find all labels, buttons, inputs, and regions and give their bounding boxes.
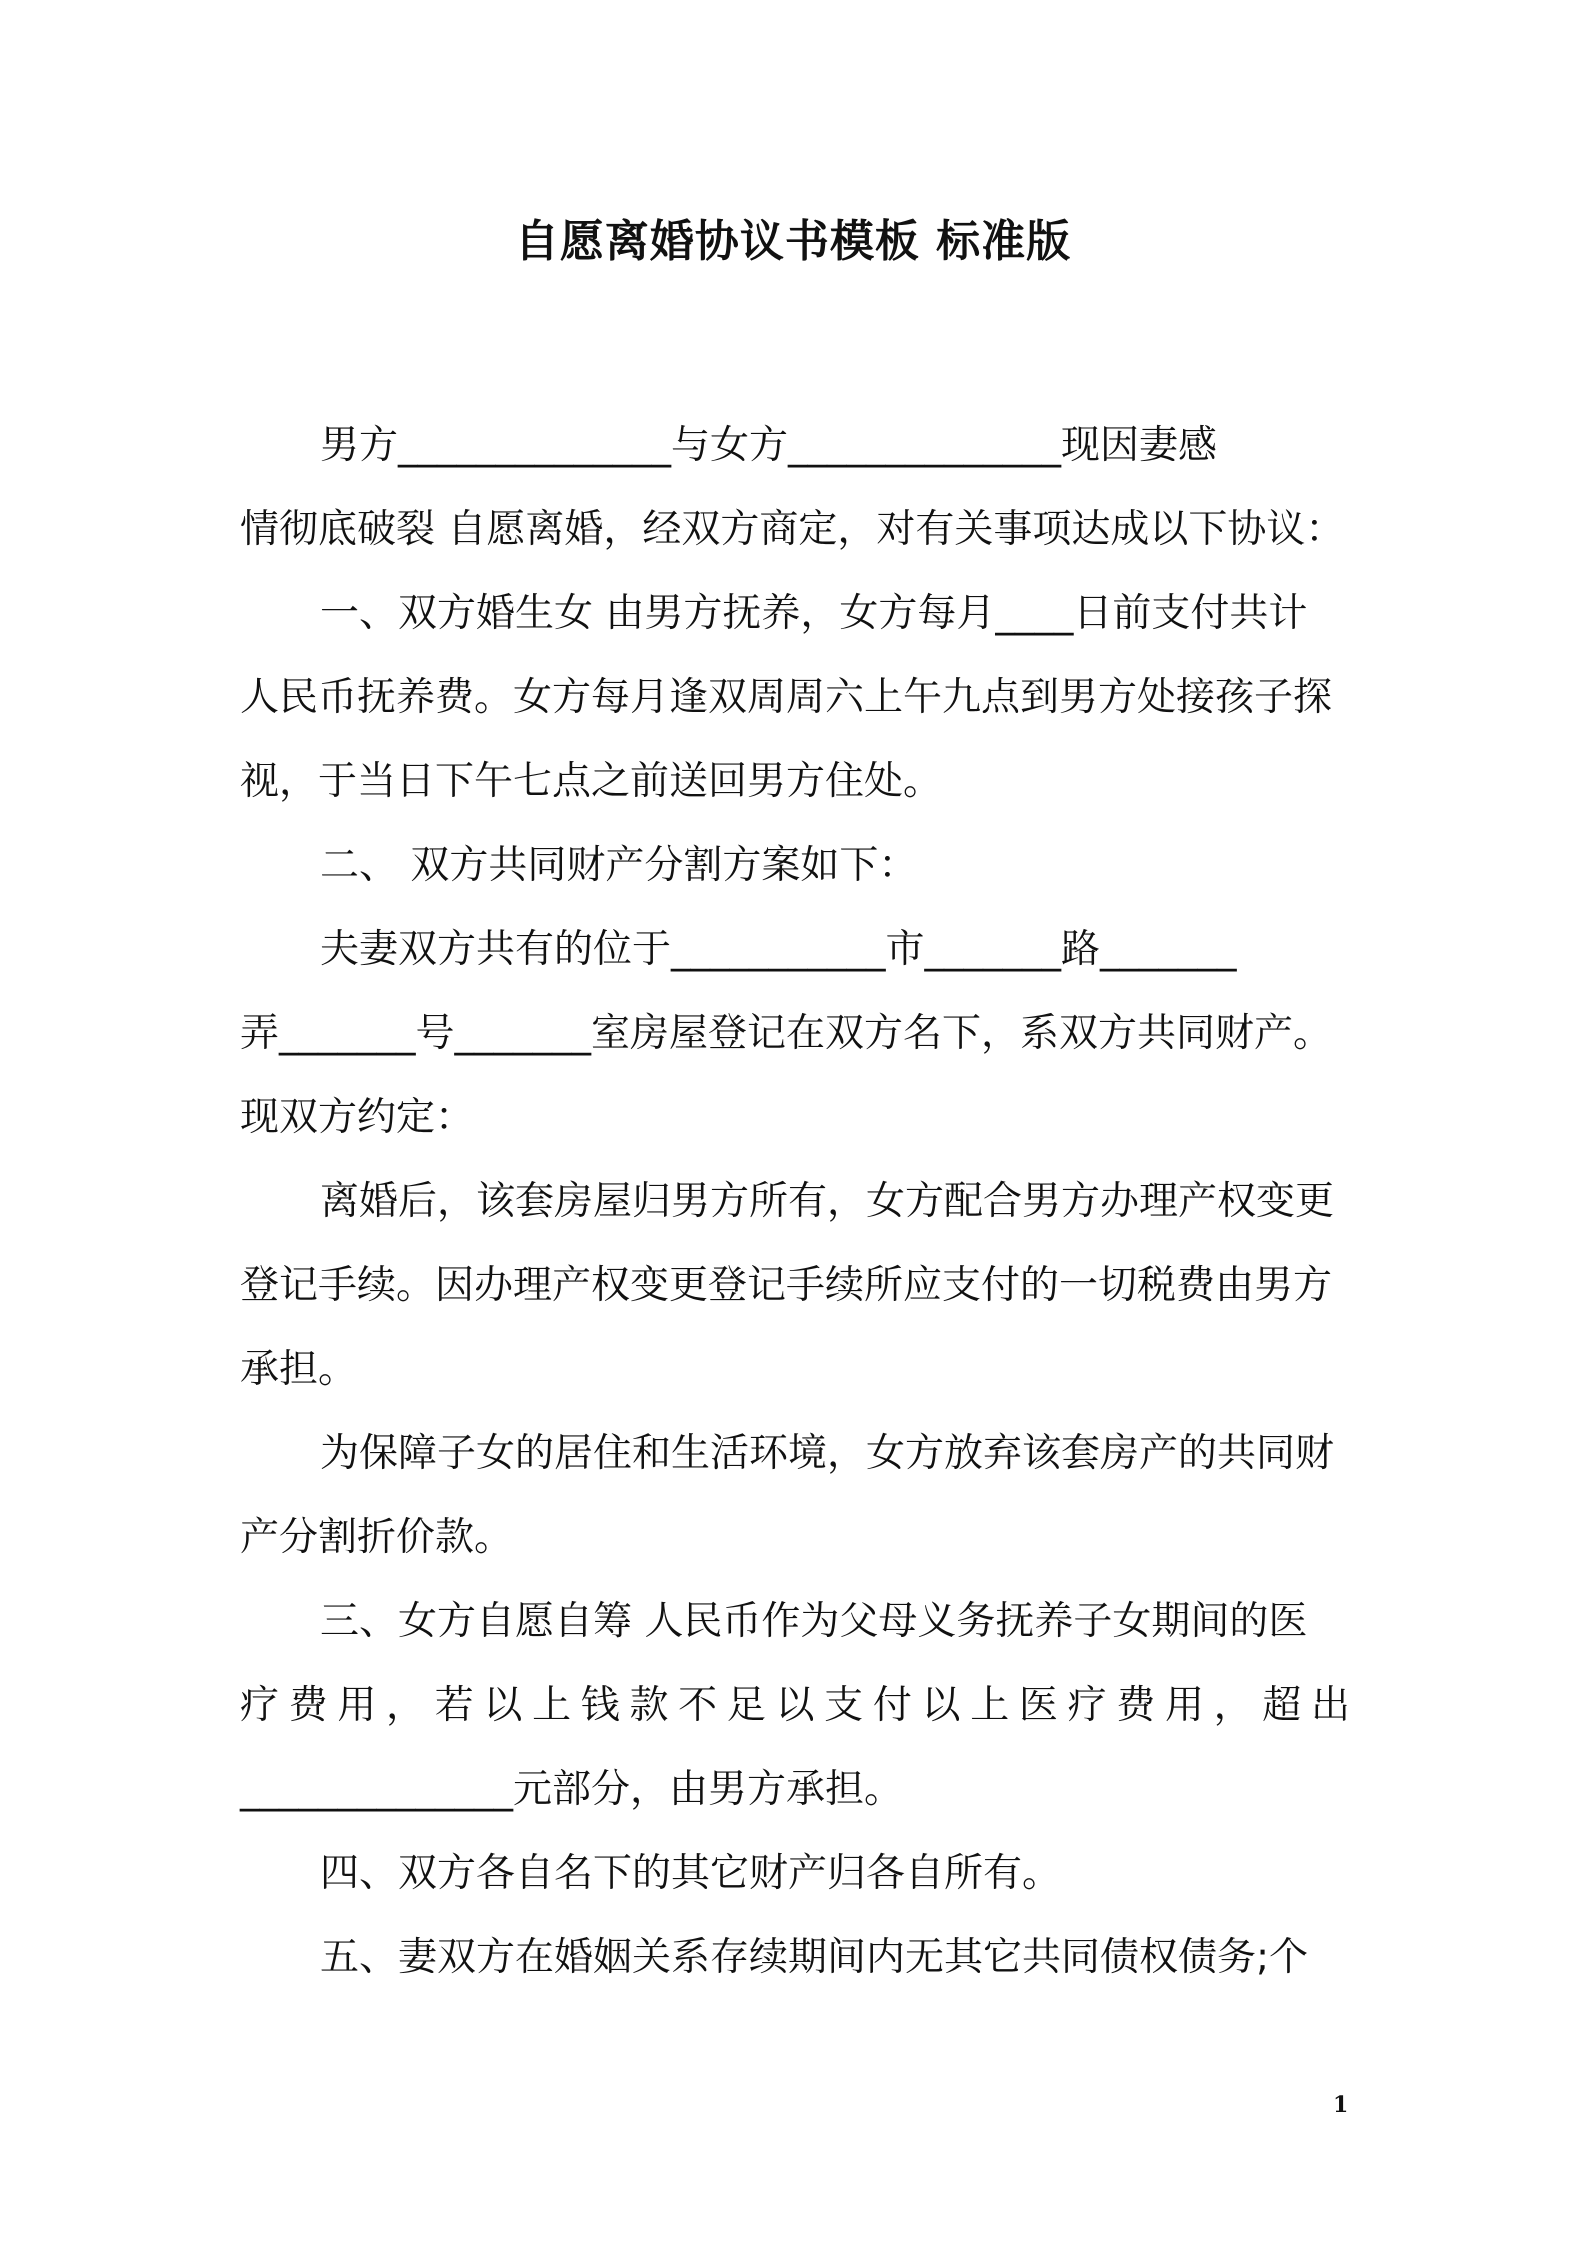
text-line: 为保障子女的居住和生活环境，女方放弃该套房产的共同财: [320, 1431, 1335, 1476]
text-line: 弄_______号_______室房屋登记在双方名下，系双方共同财产。: [240, 1011, 1333, 1056]
text-line: 疗费用，若以上钱款不足以支付以上医疗费用，超出: [240, 1683, 1350, 1728]
text-line: 一、双方婚生女 由男方抚养，女方每月____日前支付共计: [320, 591, 1308, 636]
text-line: 登记手续。因办理产权变更登记手续所应支付的一切税费由男方: [240, 1263, 1333, 1308]
text-line: 五、妻双方在婚姻关系存续期间内无其它共同债权债务;个: [320, 1935, 1309, 1980]
text-line: 现双方约定：: [240, 1095, 475, 1140]
text-line: 情彻底破裂 自愿离婚，经双方商定，对有关事项达成以下协议：: [240, 507, 1345, 552]
page-number: 1: [1333, 2092, 1349, 2118]
text-line: 男方______________与女方______________现因妻感: [320, 423, 1218, 468]
document-title: 自愿离婚协议书模板 标准版: [514, 216, 1072, 267]
text-line: 二、 双方共同财产分割方案如下：: [320, 843, 918, 888]
text-line: ______________元部分，由男方承担。: [240, 1767, 904, 1812]
text-line: 承担。: [240, 1347, 358, 1392]
text-line: 四、双方各自名下的其它财产归各自所有。: [320, 1851, 1062, 1896]
text-line: 产分割折价款。: [240, 1515, 514, 1560]
text-line: 视，于当日下午七点之前送回男方住处。: [240, 759, 943, 804]
text-line: 三、女方自愿自筹 人民币作为父母义务抚养子女期间的医: [320, 1599, 1308, 1644]
text-line: 夫妻双方共有的位于___________市_______路_______: [320, 927, 1237, 972]
document-body: [240, 404, 1350, 2000]
text-line: 人民币抚养费。女方每月逢双周周六上午九点到男方处接孩子探: [240, 675, 1333, 720]
text-line: 离婚后，该套房屋归男方所有，女方配合男方办理产权变更: [320, 1179, 1335, 1224]
